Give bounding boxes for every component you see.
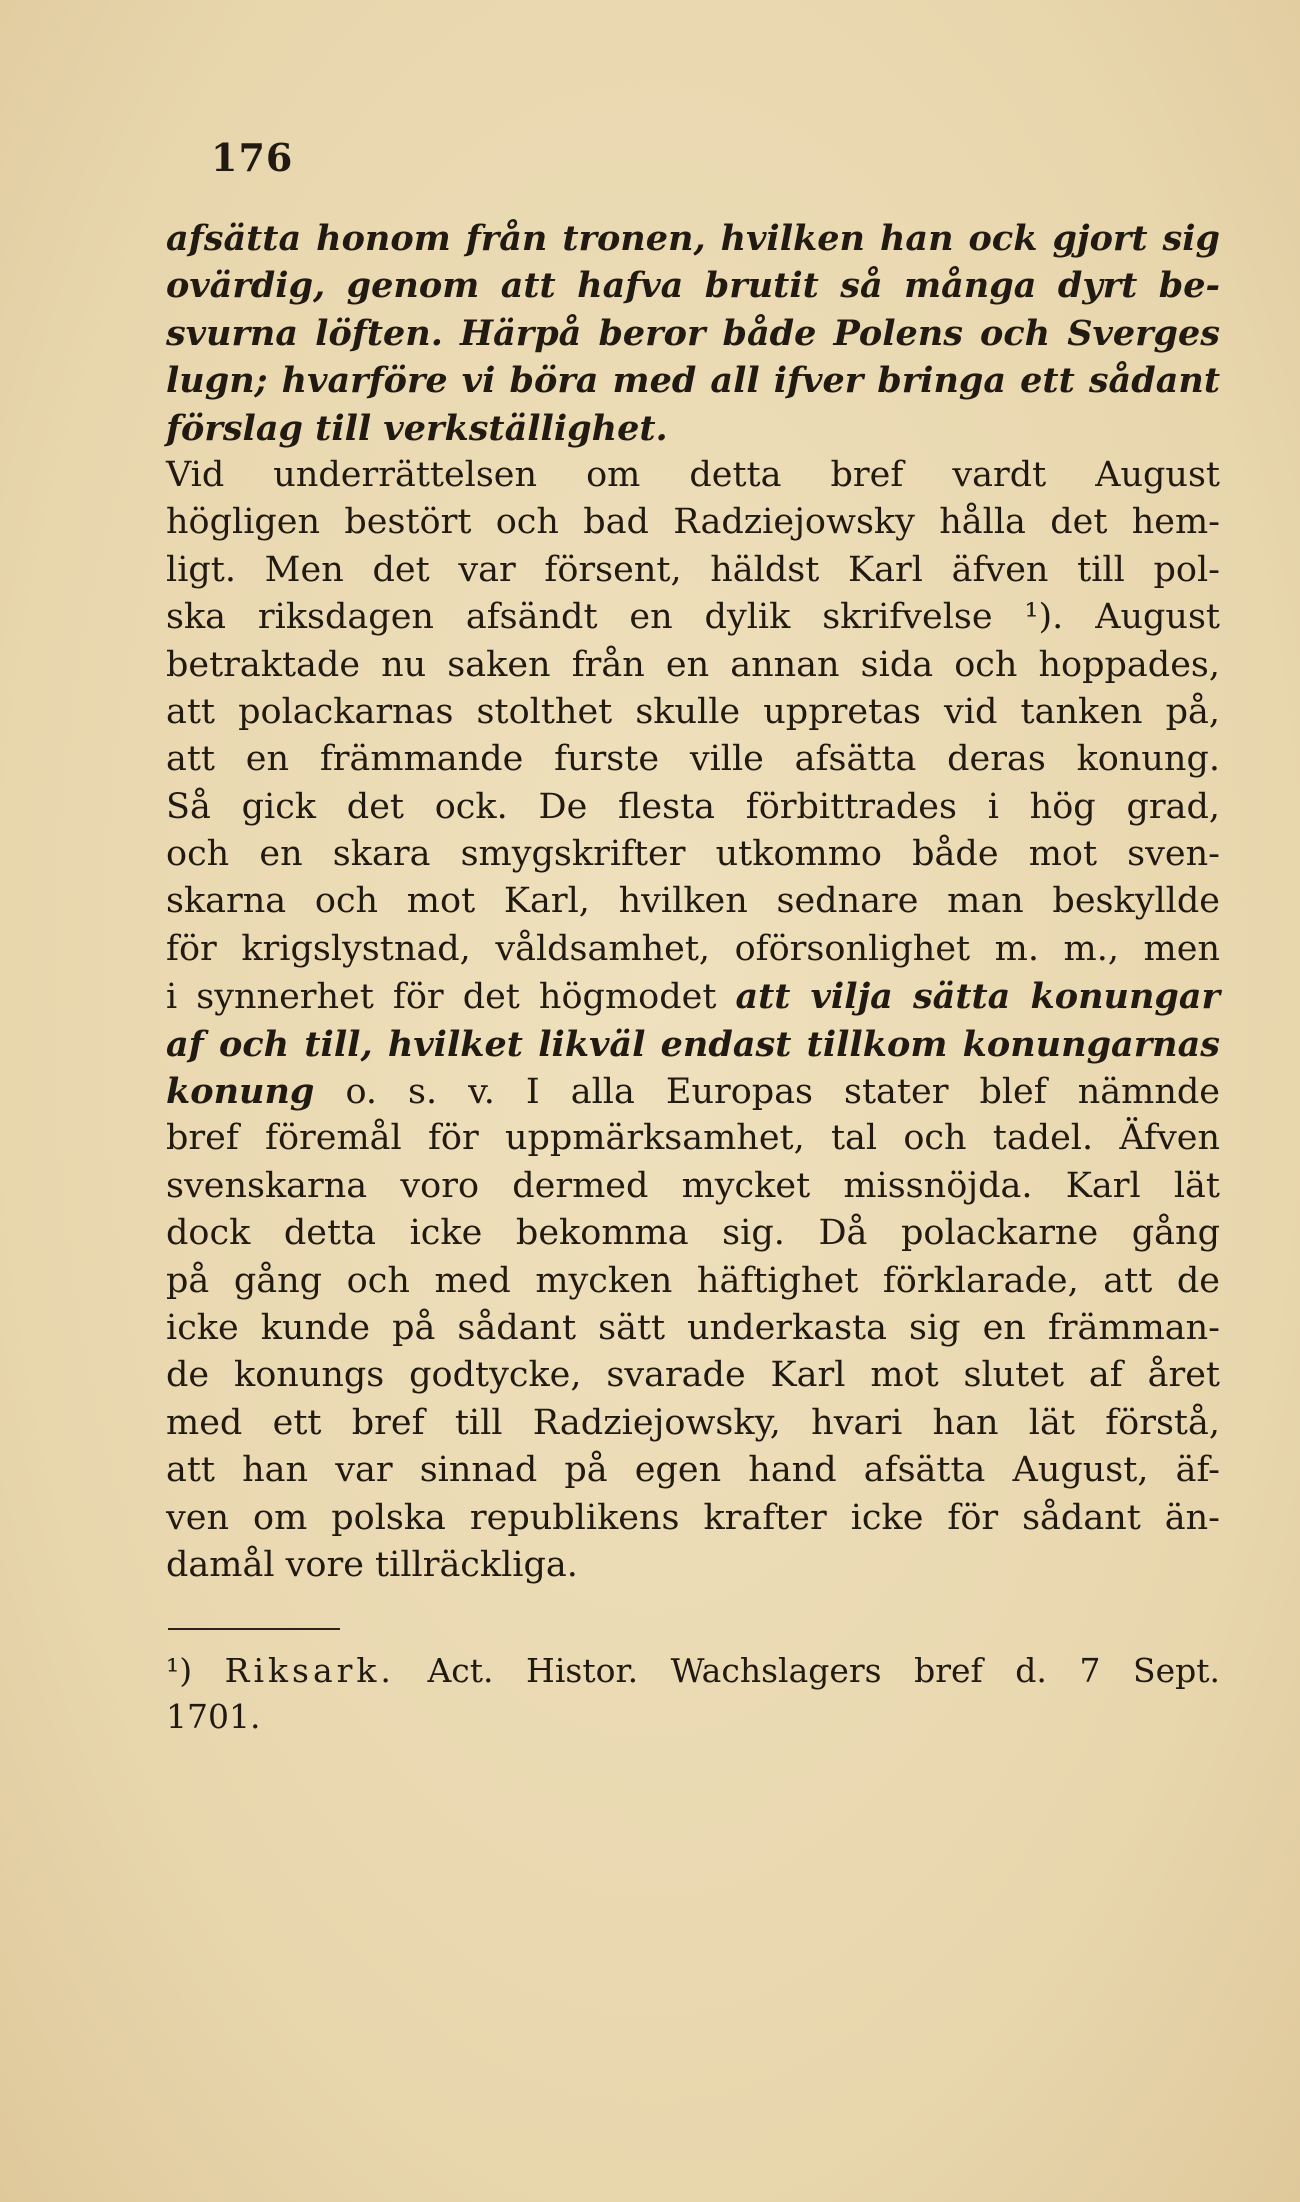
- text-line: [166, 310, 1220, 357]
- text-segment: ligt. Men det var försent, häldst Karl äfven till pol-: [166, 549, 1220, 590]
- text-segment: att polackarnas stolthet skulle uppretas vid tanken på,: [166, 691, 1220, 732]
- text-segment: afsätta honom från tronen, hvilken han ock gjort sig: [166, 218, 1220, 259]
- body-text: [166, 215, 1220, 1589]
- text-segment: de konungs godtycke, svarade Karl mot slutet af året: [166, 1355, 1220, 1396]
- text-line: [166, 878, 1220, 925]
- footnote-source: Riksark.: [224, 1651, 395, 1690]
- text-line: [166, 357, 1220, 404]
- text-segment: o. s. v. I alla Europas stater blef nämnde: [314, 1072, 1220, 1113]
- footnote-reference: Act. Histor. Wachslagers bref d. 7 Sept.: [394, 1651, 1220, 1690]
- text-line: [166, 1352, 1220, 1399]
- text-line: [166, 1068, 1220, 1115]
- text-segment: svenskarna voro dermed mycket missnöjda. Karl lät: [166, 1165, 1220, 1206]
- text-segment: damål vore tillräckliga.: [166, 1544, 578, 1585]
- text-segment: konung: [166, 1071, 315, 1113]
- text-segment: i synnerhet för det högmodet: [166, 977, 736, 1018]
- text-segment: Vid underrättelsen om detta bref vardt August: [166, 454, 1220, 495]
- text-segment: på gång och med mycken häftighet förklarade, att de: [166, 1260, 1220, 1301]
- text-segment: bref föremål för uppmärksamhet, tal och tadel. Äfven: [166, 1118, 1220, 1159]
- text-line: [166, 405, 1220, 452]
- text-segment: dock detta icke bekomma sig. Då polackarne gång: [166, 1213, 1220, 1254]
- text-segment: att vilja sätta konungar: [735, 976, 1220, 1018]
- text-line: [166, 1163, 1220, 1210]
- text-segment: och en skara smygskrifter utkommo både mot sven-: [166, 834, 1220, 875]
- text-line: [166, 973, 1220, 1020]
- text-segment: att han var sinnad på egen hand afsätta August, äf-: [166, 1450, 1220, 1491]
- footnote-divider: [168, 1628, 340, 1630]
- text-segment: med ett bref till Radziejowsky, hvari han lät förstå,: [166, 1402, 1220, 1443]
- text-segment: ska riksdagen afsändt en dylik skrifvelse ¹). August: [166, 597, 1220, 638]
- text-line: [166, 1258, 1220, 1305]
- text-line: [166, 736, 1220, 783]
- text-segment: lugn; hvarföre vi böra med all ifver bringa ett sådant: [166, 360, 1220, 402]
- text-line: [166, 1210, 1220, 1257]
- text-line: [166, 1115, 1220, 1162]
- text-segment: att en främmande furste ville afsätta deras konung.: [166, 739, 1220, 780]
- text-segment: ven om polska republikens krafter icke för sådant än-: [166, 1497, 1220, 1538]
- text-line: [166, 784, 1220, 831]
- text-line: [166, 831, 1220, 878]
- text-segment: af och till, hvilket likväl endast tillkom konungarnas: [166, 1023, 1220, 1065]
- page-number: 176: [211, 135, 294, 180]
- text-line: [166, 452, 1220, 499]
- text-line: [166, 1400, 1220, 1447]
- footnote-marker: ¹): [166, 1651, 193, 1690]
- text-segment: för krigslystnad, våldsamhet, oförsonlighet m. m., men: [166, 928, 1220, 969]
- text-line: [166, 1447, 1220, 1494]
- text-segment: betraktade nu saken från en annan sida och hoppades,: [166, 644, 1220, 685]
- text-line: [166, 262, 1220, 309]
- footnote: [166, 1648, 1220, 1740]
- text-segment: svurna löften. Härpå beror både Polens och Sverges: [166, 312, 1220, 354]
- text-line: [166, 499, 1220, 546]
- text-line: [166, 642, 1220, 689]
- text-segment: Så gick det ock. De flesta förbittrades i hög grad,: [166, 786, 1220, 827]
- text-line: [166, 215, 1220, 262]
- text-line: [166, 1542, 1220, 1589]
- text-line: [166, 1495, 1220, 1542]
- text-line: [166, 594, 1220, 641]
- text-segment: icke kunde på sådant sätt underkasta sig en främman-: [166, 1307, 1220, 1348]
- text-segment: ovärdig, genom att hafva brutit så många dyrt be-: [166, 265, 1220, 307]
- text-line: [166, 1021, 1220, 1068]
- footnote-line-2: 1701.: [166, 1697, 261, 1736]
- text-line: [166, 689, 1220, 736]
- text-line: [166, 1305, 1220, 1352]
- text-segment: högligen bestört och bad Radziejowsky hålla det hem-: [166, 502, 1220, 543]
- text-segment: skarna och mot Karl, hvilken sednare man beskyllde: [166, 881, 1220, 922]
- footnote-line-1: [166, 1648, 1220, 1694]
- text-line: [166, 926, 1220, 973]
- text-line: [166, 547, 1220, 594]
- text-segment: förslag till verkställighet.: [166, 407, 668, 449]
